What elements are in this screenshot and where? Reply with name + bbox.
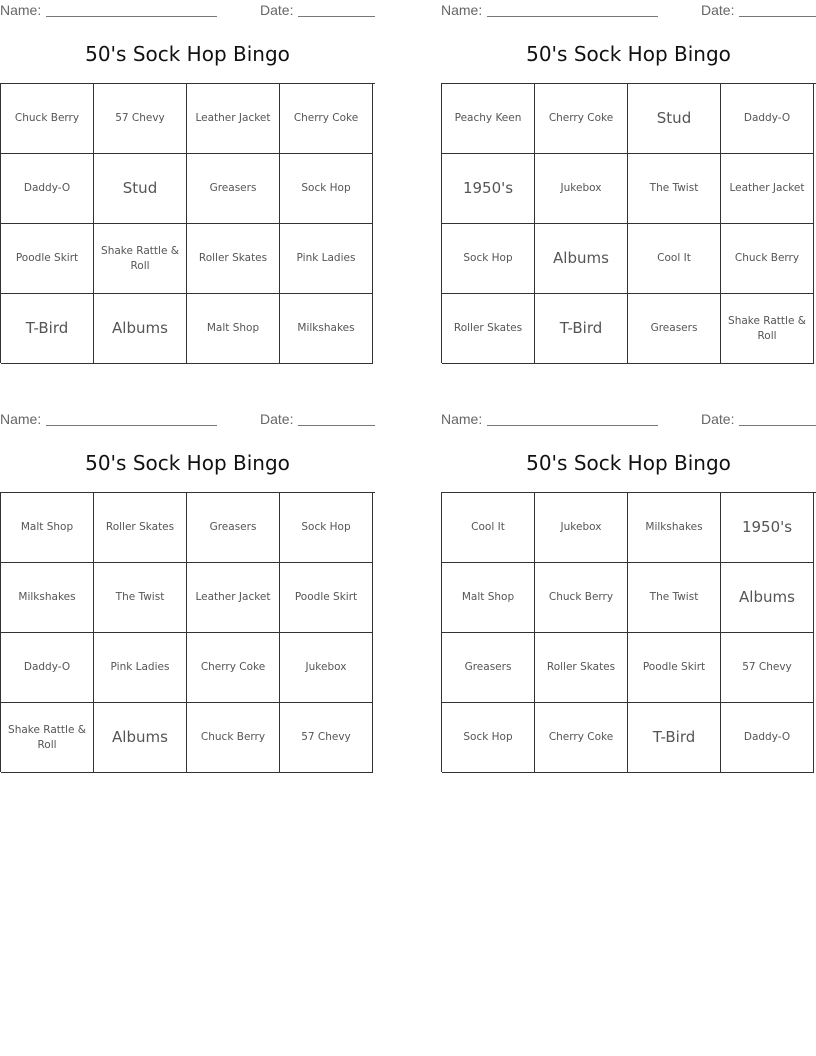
bingo-grid (0, 83, 375, 363)
card-header (441, 0, 816, 20)
name-field-line[interactable] (46, 16, 217, 17)
bingo-cell[interactable]: Chuck Berry (187, 703, 280, 773)
bingo-cell[interactable]: Poodle Skirt (628, 633, 721, 703)
bingo-cell[interactable]: 57 Chevy (280, 703, 373, 773)
bingo-cell[interactable]: Jukebox (535, 154, 628, 224)
name-label: Name: (0, 411, 42, 427)
date-field-line[interactable] (739, 16, 816, 17)
card-title: 50's Sock Hop Bingo (526, 42, 731, 66)
date-field-line[interactable] (298, 16, 375, 17)
date-field-line[interactable] (298, 425, 375, 426)
bingo-cell[interactable]: 57 Chevy (94, 84, 187, 154)
bingo-cell[interactable]: Albums (721, 563, 814, 633)
bingo-cell[interactable]: Shake Rattle & Roll (1, 703, 94, 773)
bingo-cell[interactable]: Greasers (187, 493, 280, 563)
bingo-cell[interactable]: Leather Jacket (187, 84, 280, 154)
card-header (441, 409, 816, 429)
name-field-line[interactable] (487, 425, 658, 426)
bingo-cell[interactable]: Cool It (628, 224, 721, 294)
bingo-cell[interactable]: Sock Hop (442, 224, 535, 294)
bingo-cell[interactable]: Cherry Coke (280, 84, 373, 154)
bingo-cell[interactable]: Cool It (442, 493, 535, 563)
date-label: Date: (701, 411, 735, 427)
name-field-line[interactable] (487, 16, 658, 17)
bingo-grid (441, 492, 816, 772)
bingo-cell[interactable]: Greasers (628, 294, 721, 364)
bingo-cell[interactable]: Albums (535, 224, 628, 294)
bingo-cell[interactable]: Cherry Coke (535, 703, 628, 773)
bingo-cell[interactable]: Jukebox (280, 633, 373, 703)
bingo-cell[interactable]: Poodle Skirt (1, 224, 94, 294)
bingo-cell[interactable]: Malt Shop (1, 493, 94, 563)
date-label: Date: (260, 411, 294, 427)
bingo-cell[interactable]: Roller Skates (535, 633, 628, 703)
bingo-card (0, 0, 375, 360)
bingo-grid (441, 83, 816, 363)
card-title: 50's Sock Hop Bingo (85, 451, 290, 475)
bingo-cell[interactable]: Roller Skates (442, 294, 535, 364)
bingo-cell[interactable]: Malt Shop (187, 294, 280, 364)
bingo-cell[interactable]: Milkshakes (628, 493, 721, 563)
bingo-cell[interactable]: Chuck Berry (721, 224, 814, 294)
bingo-cell[interactable]: Sock Hop (280, 154, 373, 224)
name-label: Name: (441, 411, 483, 427)
name-label: Name: (441, 2, 483, 18)
bingo-cell[interactable]: Chuck Berry (535, 563, 628, 633)
bingo-cell[interactable]: Albums (94, 294, 187, 364)
bingo-cell[interactable]: Shake Rattle & Roll (94, 224, 187, 294)
bingo-cell[interactable]: Roller Skates (187, 224, 280, 294)
bingo-cell[interactable]: Jukebox (535, 493, 628, 563)
card-title: 50's Sock Hop Bingo (85, 42, 290, 66)
bingo-cell[interactable]: Daddy-O (1, 154, 94, 224)
bingo-cell[interactable]: Malt Shop (442, 563, 535, 633)
bingo-grid (0, 492, 375, 772)
bingo-cell[interactable]: 1950's (721, 493, 814, 563)
bingo-cell[interactable]: 1950's (442, 154, 535, 224)
date-label: Date: (701, 2, 735, 18)
bingo-cell[interactable]: Greasers (187, 154, 280, 224)
bingo-cell[interactable]: T-Bird (628, 703, 721, 773)
bingo-cell[interactable]: Milkshakes (1, 563, 94, 633)
bingo-cell[interactable]: Sock Hop (442, 703, 535, 773)
card-header (0, 0, 375, 20)
bingo-cell[interactable]: Peachy Keen (442, 84, 535, 154)
bingo-card (441, 409, 816, 769)
bingo-cell[interactable]: The Twist (94, 563, 187, 633)
bingo-card (441, 0, 816, 360)
bingo-cell[interactable]: T-Bird (535, 294, 628, 364)
bingo-cell[interactable]: The Twist (628, 154, 721, 224)
bingo-cell[interactable]: Shake Rattle & Roll (721, 294, 814, 364)
date-field-line[interactable] (739, 425, 816, 426)
name-label: Name: (0, 2, 42, 18)
bingo-card (0, 409, 375, 769)
bingo-cell[interactable]: Poodle Skirt (280, 563, 373, 633)
bingo-cell[interactable]: Milkshakes (280, 294, 373, 364)
bingo-cell[interactable]: Leather Jacket (187, 563, 280, 633)
bingo-cell[interactable]: Roller Skates (94, 493, 187, 563)
bingo-cell[interactable]: Daddy-O (721, 703, 814, 773)
bingo-cell[interactable]: Stud (628, 84, 721, 154)
bingo-cell[interactable]: Daddy-O (721, 84, 814, 154)
bingo-cell[interactable]: T-Bird (1, 294, 94, 364)
bingo-cell[interactable]: 57 Chevy (721, 633, 814, 703)
name-field-line[interactable] (46, 425, 217, 426)
bingo-cell[interactable]: Stud (94, 154, 187, 224)
bingo-cell[interactable]: Pink Ladies (280, 224, 373, 294)
bingo-cell[interactable]: The Twist (628, 563, 721, 633)
bingo-cell[interactable]: Albums (94, 703, 187, 773)
bingo-cell[interactable]: Chuck Berry (1, 84, 94, 154)
card-header (0, 409, 375, 429)
bingo-cell[interactable]: Cherry Coke (187, 633, 280, 703)
bingo-cell[interactable]: Greasers (442, 633, 535, 703)
bingo-cell[interactable]: Pink Ladies (94, 633, 187, 703)
bingo-cell[interactable]: Cherry Coke (535, 84, 628, 154)
bingo-cell[interactable]: Sock Hop (280, 493, 373, 563)
bingo-cell[interactable]: Leather Jacket (721, 154, 814, 224)
date-label: Date: (260, 2, 294, 18)
card-title: 50's Sock Hop Bingo (526, 451, 731, 475)
bingo-cell[interactable]: Daddy-O (1, 633, 94, 703)
